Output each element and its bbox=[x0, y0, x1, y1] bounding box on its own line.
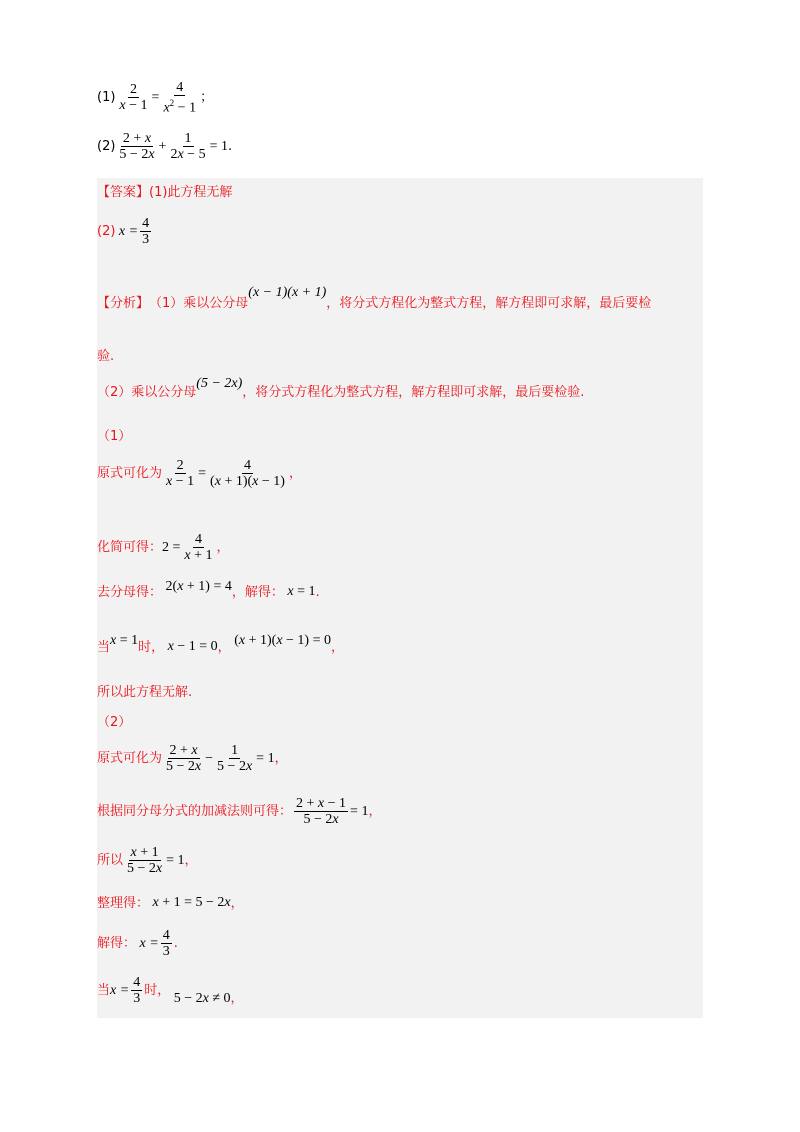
analysis-line-2: 验. bbox=[97, 349, 115, 364]
solution-1-step-1: 原式可化为 $\frac{2}{x - 1}$ = $\frac{4}{(x + 1)(x - 1)}$ ， bbox=[97, 458, 302, 489]
fraction: $\frac{1}{5 - 2x}$ bbox=[217, 743, 253, 774]
fraction: $\frac{2}{x - 1}$ bbox=[166, 458, 195, 489]
fraction: $\frac{4}{(x + 1)(x - 1)}$ bbox=[210, 458, 285, 489]
question-2-label: (2) bbox=[97, 139, 116, 154]
solution-1-step-2: 化简可得： 2 = $\frac{4}{x + 1}$ ， bbox=[97, 532, 230, 563]
solution-2-step-3: 所以 $\frac{x + 1}{5 - 2x}$ = 1 ， bbox=[97, 845, 198, 876]
solution-2-step-2: 根据同分母分式的加减法则可得： $\frac{2 + x - 1}{5 - 2x}$ = 1 ， bbox=[97, 796, 382, 827]
answer-2-label: (2) bbox=[97, 224, 116, 239]
fraction: $\frac{4}{3}$ bbox=[162, 928, 170, 959]
answer-tag: 【答案】 bbox=[97, 185, 150, 200]
fraction: $\frac{4}{3}$ bbox=[133, 975, 141, 1006]
solution-2-step-6: 当 x = $\frac{4}{3}$ 时， 5 − 2x ≠ 0 ， bbox=[97, 975, 244, 1006]
fraction: $\frac{4}{3}$ bbox=[142, 216, 150, 247]
answer-line-1 bbox=[97, 186, 232, 199]
fraction: $\frac{2 + x - 1}{5 - 2x}$ bbox=[296, 796, 347, 827]
analysis-line-1: 【分析】 （1）乘以公分母 (x − 1)(x + 1) ，将分式方程化为整式方程，解方程即可求解，最后要检 bbox=[97, 285, 652, 311]
solution-1-step-3: 去分母得： 2(x + 1) = 4 ，解得： x = 1 . bbox=[97, 579, 320, 600]
fraction: $\frac{4}{x^2 - 1}$ bbox=[163, 80, 197, 116]
question-1: (1) $\frac{2}{x - 1}$ = $\frac{4}{x^2 - 1}$ ； bbox=[97, 80, 214, 116]
solution-1-label: （1） bbox=[97, 429, 132, 444]
answer-line-2: (2) x = $\frac{4}{3}$ bbox=[97, 216, 150, 247]
fraction: $\frac{1}{2x - 5}$ bbox=[170, 131, 206, 162]
fraction: $\frac{2 + x}{5 - 2x}$ bbox=[119, 131, 155, 162]
solution-2-step-5: 解得： x = $\frac{4}{3}$ . bbox=[97, 928, 178, 959]
fraction: $\frac{2}{x - 1}$ bbox=[119, 82, 148, 114]
analysis-line-3: （2）乘以公分母 (5 − 2x) ，将分式方程化为整式方程，解方程即可求解，最后要检验. bbox=[97, 376, 585, 400]
solution-2-step-4: 整理得： x + 1 = 5 − 2x ， bbox=[97, 895, 244, 911]
fraction: $\frac{2 + x}{5 - 2x}$ bbox=[166, 743, 202, 774]
solution-2-step-1: 原式可化为 $\frac{2 + x}{5 - 2x}$ − $\frac{1}{5 - 2x}$ = 1 ， bbox=[97, 743, 288, 774]
fraction: $\frac{4}{x + 1}$ bbox=[184, 532, 213, 563]
solution-2-label: （2） bbox=[97, 715, 132, 730]
question-2: (2) $\frac{2 + x}{5 - 2x}$ + $\frac{1}{2x - 5}$ = 1 . bbox=[97, 131, 233, 162]
solution-1-step-5: 所以此方程无解. bbox=[97, 685, 193, 700]
solution-1-step-4: 当 x = 1 时， x − 1 = 0 ， (x + 1)(x − 1) = 0 ， bbox=[97, 633, 344, 655]
fraction: $\frac{x + 1}{5 - 2x}$ bbox=[127, 845, 163, 876]
question-1-label: (1) bbox=[97, 90, 116, 106]
answer-1: (1)此方程无解 bbox=[149, 185, 233, 200]
analysis-tag: 【分析】 bbox=[97, 295, 150, 311]
